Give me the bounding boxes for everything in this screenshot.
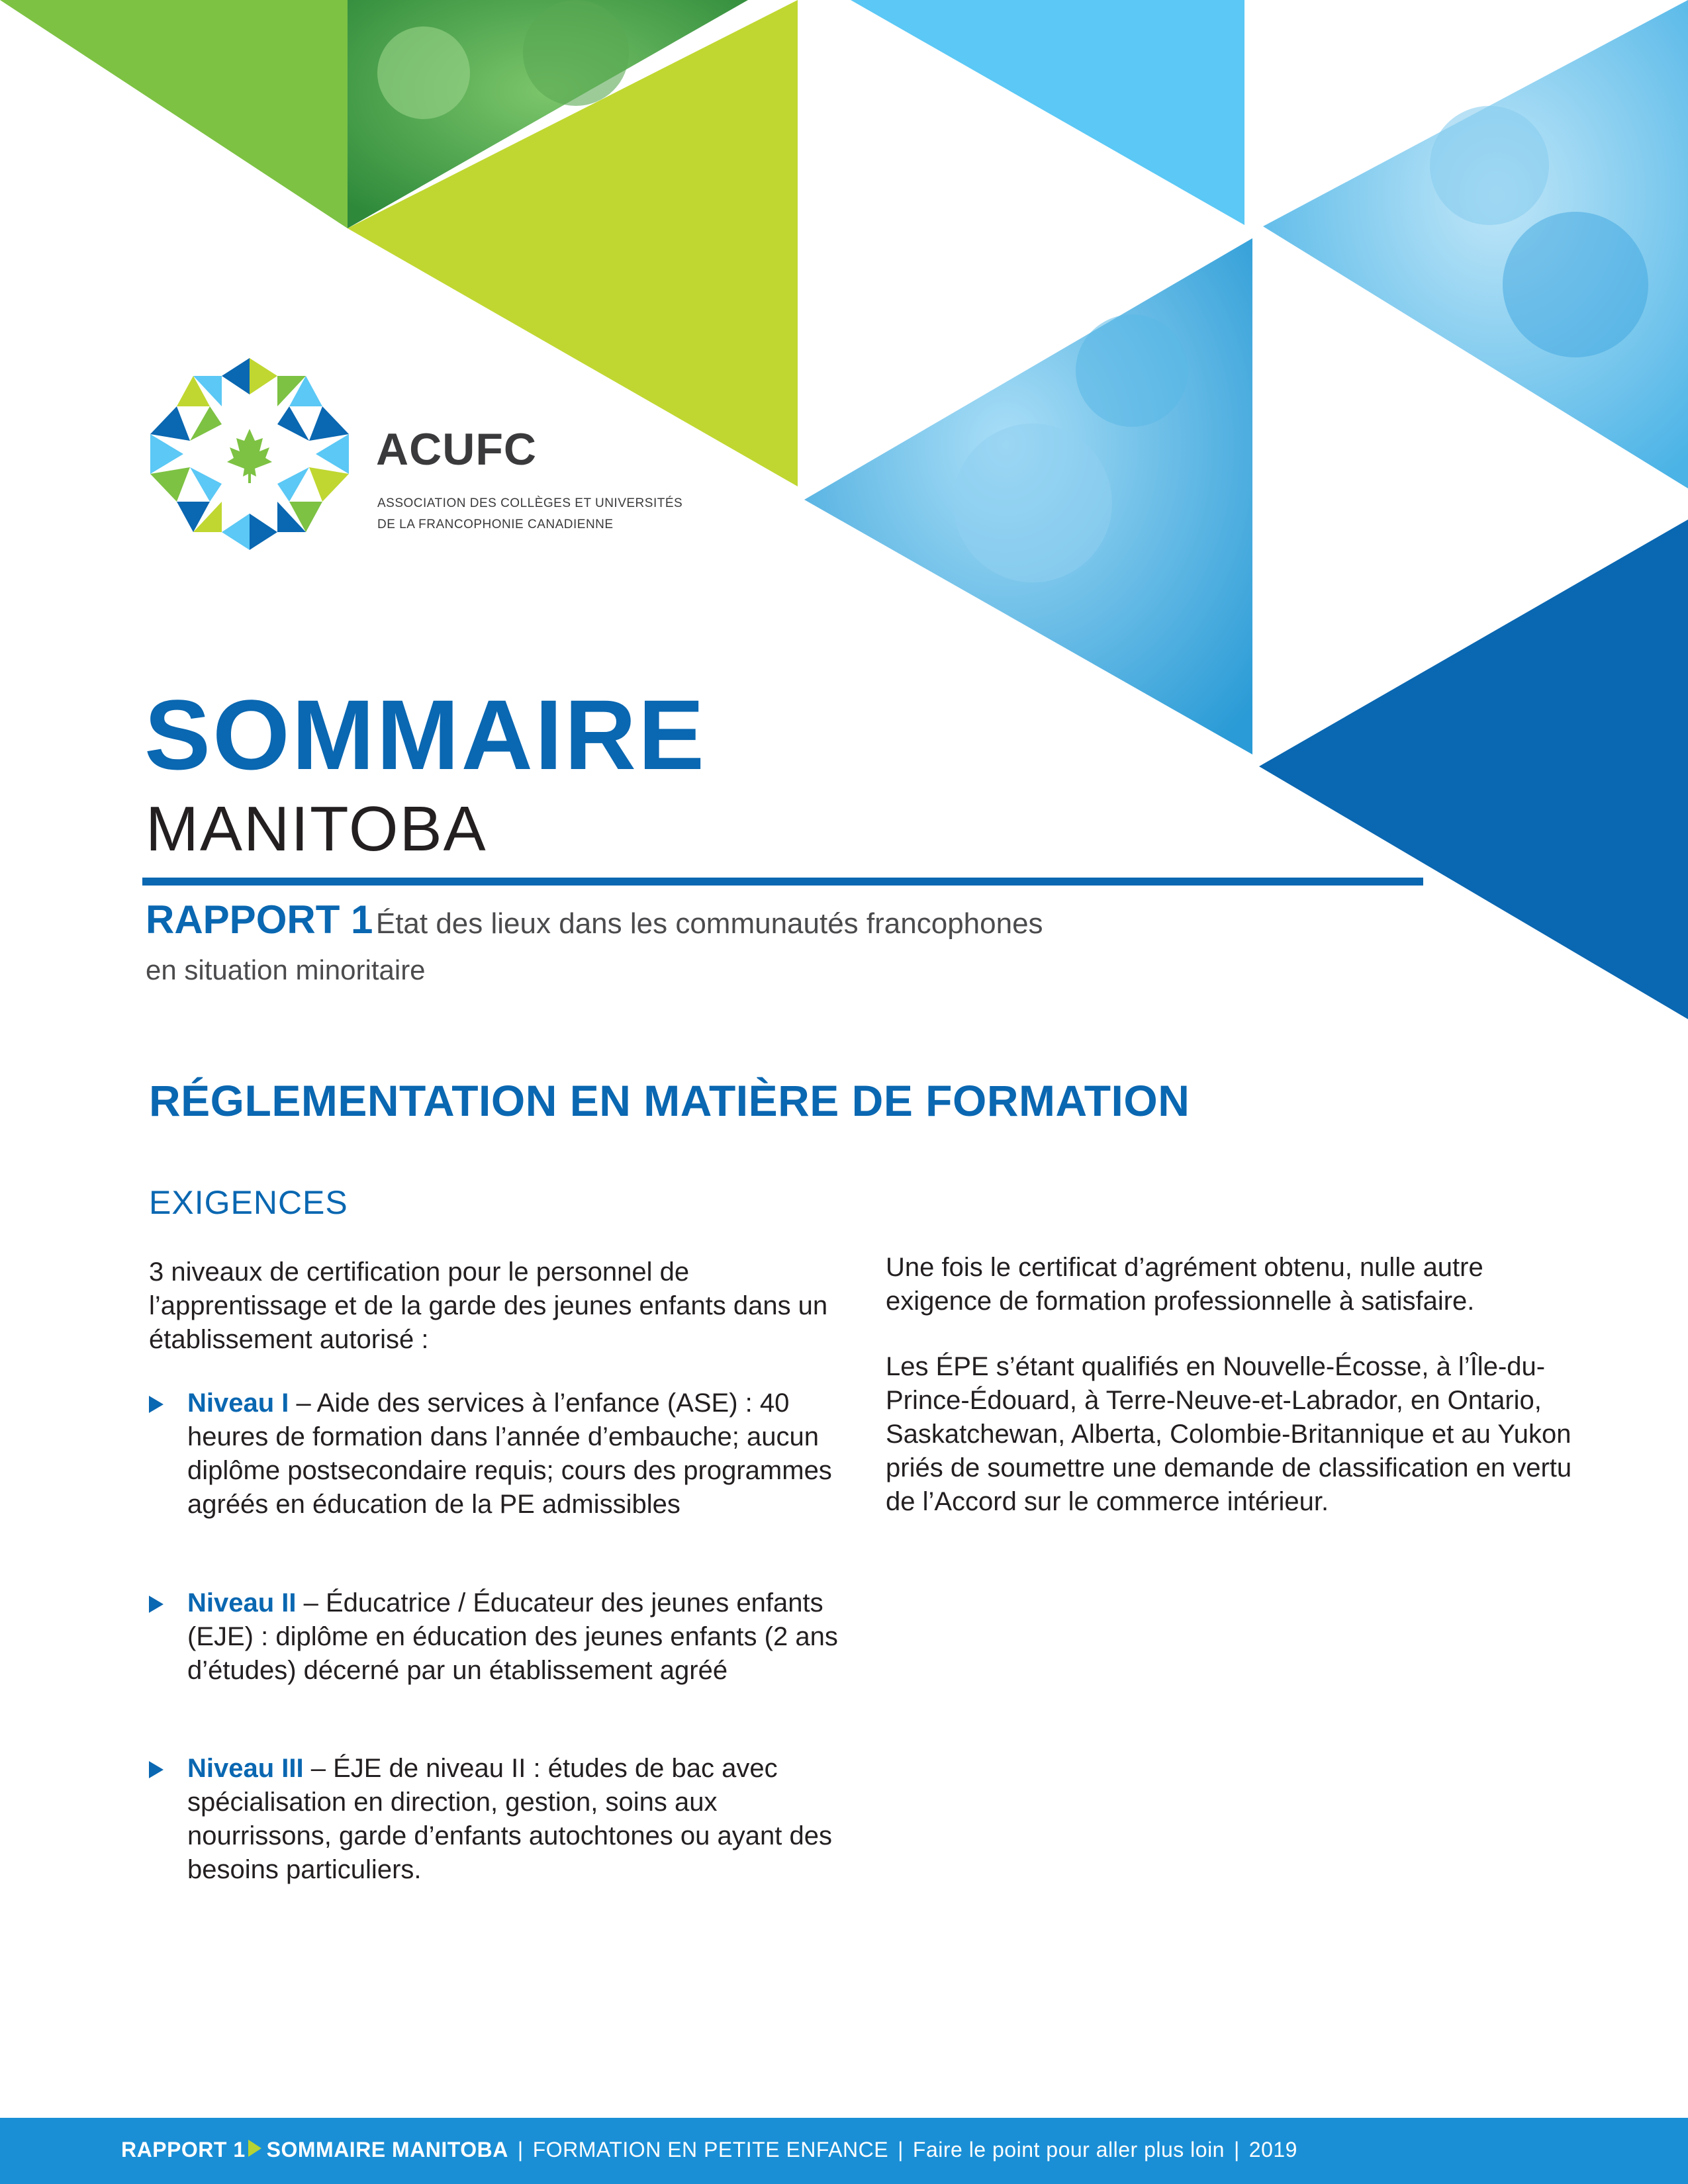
footer-bar (0, 2118, 1688, 2184)
level-label: Niveau I (187, 1388, 289, 1418)
level-label: Niveau II (187, 1588, 297, 1617)
report-description: État des lieux dans les communautés francophones (375, 907, 1043, 940)
footer-text (121, 2138, 1297, 2162)
footer-tagline: Faire le point pour aller plus loin (912, 2138, 1225, 2161)
right-paragraph-certificate: Une fois le certificat d’agrément obtenu, nulle autre exigence de formation professionnelle à satisfaire. (886, 1253, 1483, 1316)
report-description-line2: en situation minoritaire (146, 954, 426, 985)
footer-separator: | (1233, 2138, 1240, 2161)
lime-triangle-left (0, 0, 348, 228)
report-label: RAPPORT 1 (146, 897, 373, 942)
level-item (149, 1387, 867, 1522)
page-title: SOMMAIRE (144, 679, 706, 790)
right-paragraph-provinces: Les ÉPE s’étant qualifiés en Nouvelle-Écosse, à l’Île-du-Prince-Édouard, à Terre-Neuve-et-Labrador, en Ontario, Saskatchewan, Alberta, Colombie-Britannique et au Yukon priés de soumettre une demande de classification en vertu de l’Accord sur le commerce intérieur. (886, 1352, 1572, 1516)
footer-separator: | (898, 2138, 904, 2161)
sky-triangle-top (851, 0, 1244, 225)
blue-triangle-right (1259, 520, 1688, 1019)
title-divider (142, 878, 1423, 886)
bullet-arrow-icon (149, 1596, 164, 1613)
bullet-arrow-icon (149, 1396, 164, 1413)
acufc-logo-icon (149, 356, 351, 551)
logo-name: ACUFC (376, 424, 537, 475)
section-heading: RÉGLEMENTATION EN MATIÈRE DE FORMATION (149, 1076, 1190, 1125)
footer-separator: | (517, 2138, 524, 2161)
footer-summary: SOMMAIRE MANITOBA (266, 2138, 508, 2161)
level-text: – Éducatrice / Éducateur des jeunes enfants (EJE) : diplôme en éducation des jeunes enfants (2 ans d’études) décerné par un établissement agréé (187, 1588, 838, 1685)
page-subtitle: MANITOBA (146, 794, 487, 864)
footer-program: FORMATION EN PETITE ENFANCE (532, 2138, 889, 2161)
level-item (149, 1586, 867, 1688)
logo-subtitle-line1: ASSOCIATION DES COLLÈGES ET UNIVERSITÉS (377, 496, 683, 510)
logo-subtitle-line2: DE LA FRANCOPHONIE CANADIENNE (377, 518, 614, 531)
report-line (146, 897, 1043, 942)
level-text: – Aide des services à l’enfance (ASE) : 40 heures de formation dans l’année d’embauche; aucun diplôme postsecondaire requis; cours des programmes agréés en éducation de la PE admissibles (187, 1388, 832, 1519)
footer-arrow-icon (248, 2140, 261, 2157)
footer-report: RAPPORT 1 (121, 2138, 246, 2161)
section-subheading: EXIGENCES (149, 1184, 348, 1221)
intro-paragraph: 3 niveaux de certification pour le personnel de l’apprentissage et de la garde des jeunes enfants dans un établissement autorisé : (149, 1257, 828, 1354)
bullet-arrow-icon (149, 1761, 164, 1778)
level-label: Niveau III (187, 1754, 304, 1783)
level-item (149, 1752, 867, 1887)
level-text: – ÉJE de niveau II : études de bac avec spécialisation en direction, gestion, soins aux nourrissons, garde d’enfants autochtones ou ayant des besoins particuliers. (187, 1754, 832, 1884)
footer-year: 2019 (1248, 2138, 1297, 2161)
